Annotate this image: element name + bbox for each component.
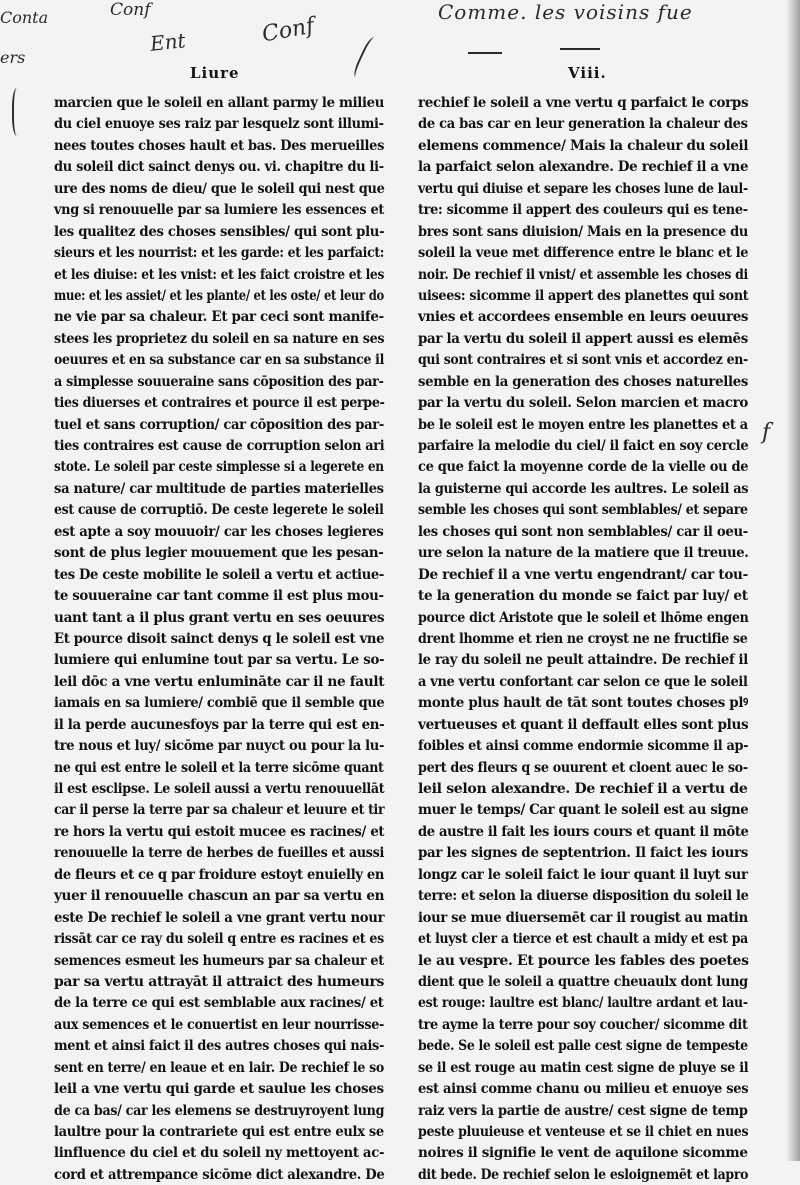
text-line: de ca bas/ car les elemens se destruyroyent lung (54, 1101, 385, 1119)
text-line: marcien que le soleil en allant parmy le milieu (54, 94, 385, 111)
text-line: uisees: sicomme il appert des planettes qui sont (418, 286, 749, 304)
text-line: les qualitez des choses sensibles/ qui sont plu- (54, 222, 385, 240)
text-line: be le soleil est le moyen entre les planettes et a (418, 415, 748, 433)
text-line: bres sont sans diuision/ Mais en la presence du (418, 222, 749, 240)
text-line: tuel et sans corruption/ car cōposition des par- (54, 415, 384, 433)
text-line: De rechief il a vne vertu engendrant/ car tou- (418, 565, 748, 583)
text-line: raiz vers la partie de austre/ cest signe de temp (418, 1101, 748, 1119)
text-line: sent en terre/ en leaue et en lair. De rechief le so (54, 1058, 385, 1076)
text-line: par sa vertu attrayāt il attraict des humeurs (54, 972, 385, 990)
text-line: a simplesse souueraine sans cōposition des par- (54, 372, 384, 390)
text-line: leil a vne vertu qui garde et saulue les choses (54, 1080, 384, 1098)
text-line: pource dict Aristote que le soleil et lhōme engen (418, 608, 749, 626)
text-line: est ainsi comme chanu ou milieu et enuoye ses (418, 1080, 749, 1098)
text-line: est cause de corruptiō. De ceste legerete le soleil (54, 501, 384, 519)
handwritten-note: Ent (148, 28, 187, 56)
text-line: mue: et les assiet/ et les plante/ et les oste/ et leur do (54, 286, 384, 304)
text-line: par les signes de septentrion. Il faict les iours (418, 844, 749, 862)
text-line: vertueuses et quant il deffault elles sont plus (418, 715, 749, 733)
text-line: vng si renouuelle par sa lumiere les essences et (54, 201, 385, 219)
handwritten-note: Conta (0, 8, 49, 27)
text-line: leil dōc a vne vertu enlumināte car il ne fault (54, 672, 385, 690)
text-line: a vne vertu confortant car selon ce que le soleil (418, 672, 748, 690)
text-line: les choses qui sont non semblables/ car il oeu- (418, 522, 748, 540)
text-line: drent lhomme et rien ne croyst ne ne fructifie se (418, 629, 748, 647)
text-line: linfluence du ciel et du soleil ny mettoyent ac- (54, 1144, 385, 1162)
text-line: te souueraine car tant comme il est plus mou- (54, 587, 384, 605)
running-head-left: Liure (190, 64, 240, 82)
text-line: rechief le soleil a vne vertu q parfaict le corps (418, 94, 749, 111)
text-line: oeuures et en sa substance car en sa substance il (54, 351, 385, 369)
text-line: lumiere qui enlumine tout par sa vertu. Le so- (54, 651, 385, 669)
text-line: re hors la vertu qui estoit mucee es racines/ et (54, 822, 385, 840)
text-line: pert des fleurs q se ouurent et cloent auec le so- (418, 758, 748, 776)
text-line: aux semences et le conuertist en leur nourrisse- (54, 1015, 384, 1033)
text-line: iour se mue diuersemēt car il rougist au matin (418, 908, 748, 926)
text-line: vnies et accordees ensemble en leurs oeuures (418, 308, 749, 326)
text-line: rissāt car ce ray du soleil q entre es racines et es (54, 930, 384, 948)
text-line: tre ayme la terre pour soy coucher/ sicomme dit (418, 1015, 748, 1033)
text-line: semble les choses qui sont semblables/ et separe (418, 501, 748, 519)
text-line: il la perde aucunesfoys par la terre qui est en- (54, 715, 385, 733)
text-line: ne vie par sa chaleur. Et par ceci sont manife- (54, 308, 384, 326)
text-line: nees toutes choses hault et bas. Des merueilles (54, 136, 385, 154)
text-line: qui sont contraires et si sont vnis et accordez en- (418, 351, 748, 369)
running-head-right: Viii. (568, 64, 607, 82)
text-line: muer le temps/ Car quant le soleil est au signe (418, 801, 749, 819)
text-line: du ciel enuoye ses raiz par lesquelz sont illumi- (54, 115, 384, 133)
text-line: noires il signifie le vent de aquilone sicomme (418, 1144, 748, 1162)
text-line: leil selon alexandre. De rechief il a vertu de (418, 780, 748, 797)
text-line: yuer il renouuelle chascun an par sa vertu en (54, 887, 385, 905)
ink-dash (560, 48, 600, 50)
text-line: parfaire la melodie du ciel/ il faict en soy cercle (418, 437, 749, 454)
text-line: il est esclipse. Le soleil aussi a vertu renouuellāt (54, 780, 385, 797)
text-line: vertu qui diuise et separe les choses lune de laul- (418, 179, 748, 197)
text-line: la guisterne qui accorde les aultres. Le soleil as (418, 479, 749, 497)
text-line: se il est rouge au matin cest signe de pluye se il (418, 1058, 749, 1076)
text-line: bede. Se le soleil est palle cest signe de tempeste (418, 1037, 748, 1055)
text-line: uant tant a il plus grant vertu en ses oeuures (54, 608, 385, 626)
text-line: iamais en sa lumiere/ combiē que il semble que (54, 694, 385, 712)
text-line: et luyst cler a tierce et est chault a midy et est pa (418, 930, 748, 948)
text-line: ne qui est entre le soleil et la terre sicōme quant (54, 758, 384, 776)
text-line: semences esmeut les humeurs par sa chaleur et (54, 951, 384, 969)
text-line: tre nous et luy/ sicōme par nuyct ou pour la lu- (54, 737, 385, 755)
text-line: terre: et selon la diuerse disposition du soleil le (418, 887, 749, 905)
text-line: ties diuerses et contraires et pource il est perpe- (54, 394, 385, 412)
text-line: elemens commence/ Mais la chaleur du soleil (418, 136, 749, 154)
text-line: semble en la generation des choses naturelles (418, 372, 748, 390)
ink-dash (468, 52, 502, 54)
text-line: soleil la veue met difference entre le blanc et le (418, 244, 749, 262)
text-line: este De rechief le soleil a vne grant vertu nour (54, 908, 385, 926)
text-line: par la vertu du soleil il appert aussi es elemēs (418, 329, 748, 347)
text-line: dient que le soleil a quattre cheuaulx dont lung (418, 972, 748, 990)
text-line: de la terre ce qui est semblable aux racines/ et (54, 994, 384, 1012)
text-line: sieurs et les nourrist: et les garde: et les parfaict: (54, 244, 385, 262)
text-line: tes De ceste mobilite le soleil a vertu et actiue- (54, 565, 385, 583)
text-line: stote. Le soleil par ceste simplesse si a legerete en (54, 458, 384, 476)
text-line: de ca bas car en leur generation la chaleur des (418, 115, 748, 133)
text-line: de fleurs et ce q par froidure estoyt enuielly en (54, 865, 385, 883)
text-line: ties contraires est cause de corruption selon ari (54, 437, 385, 454)
text-line: sa nature/ car multitude de parties materielles (54, 479, 384, 497)
handwritten-note: Comme. les voisins fue (438, 0, 693, 24)
left-text-column (54, 92, 384, 1185)
text-line: cord et attrempance sicōme dict alexandre. De (54, 1165, 385, 1183)
text-line: te la generation du monde se faict par luy/ et (418, 587, 748, 605)
handwritten-margin-mark: f (762, 420, 771, 445)
text-line: le ray du soleil ne peult attaindre. De rechief il (418, 651, 748, 669)
ink-scribble (351, 36, 380, 81)
text-line: renouuelle la terre de herbes de fueilles et aussi (54, 844, 385, 862)
text-line: Et pource disoit sainct denys q le soleil est vne (54, 629, 385, 647)
right-text-column (418, 92, 748, 1185)
text-line: ure selon la nature de la matiere que il treuue. (418, 544, 749, 562)
page-edge-shadow (786, 0, 800, 1161)
handwritten-note: Conf (260, 13, 317, 48)
handwritten-note: Conf (110, 0, 151, 20)
text-line: et les diuise: et les vnist: et les faict croistre et les (54, 265, 385, 283)
text-line: la parfaict selon alexandre. De rechief il a vne (418, 158, 749, 176)
text-line: foibles et ainsi comme endormie sicomme il ap- (418, 737, 749, 755)
text-line: ure des noms de dieu/ que le soleil qui nest que (54, 179, 385, 197)
text-line: sont de plus legier mouuement que les pesan- (54, 544, 384, 562)
text-line: peste pluuieuse et venteuse et se il chiet en nues (418, 1123, 749, 1140)
text-line: car il perse la terre par sa chaleur et leuure et tir (54, 801, 385, 819)
text-line: longz car le soleil faict le iour quant il luyt sur (418, 865, 748, 883)
text-line: tre: sicomme il appert des couleurs qui es tene- (418, 201, 748, 219)
text-line: monte plus hault de tāt sont toutes choses plꝰ (418, 694, 748, 712)
text-line: laultre pour la contrariete qui est entre eulx se (54, 1123, 384, 1140)
ink-scribble (12, 88, 24, 136)
text-line: dit bede. De rechief selon le esloignemēt et lapro (418, 1165, 749, 1183)
text-line: est rouge: laultre est blanc/ laultre ardant et lau- (418, 994, 748, 1012)
text-line: de austre il fait les iours cours et quant il mōte (418, 822, 749, 840)
text-line: le au vespre. Et pource les fables des poetes (418, 951, 749, 969)
text-line: du soleil dict sainct denys ou. vi. chapitre du li- (54, 158, 384, 176)
text-line: ment et ainsi faict il des autres choses qui nais- (54, 1037, 385, 1055)
text-line: par la vertu du soleil. Selon marcien et macro (418, 394, 749, 412)
text-line: noir. De rechief il vnist/ et assemble les choses di (418, 265, 748, 283)
handwritten-note: ers (0, 48, 26, 67)
text-line: ce que faict la moyenne corde de la vielle ou de (418, 458, 749, 476)
text-line: est apte a soy mouuoir/ car les choses legieres (54, 522, 384, 540)
text-line: stees les proprietez du soleil en sa nature en ses (54, 329, 385, 347)
